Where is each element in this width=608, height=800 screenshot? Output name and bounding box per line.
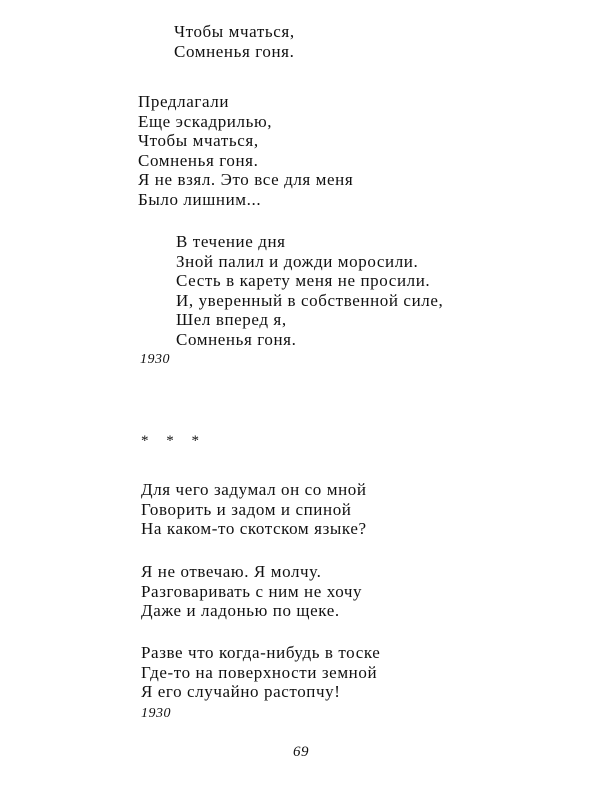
- poem-line: Сомненья гоня.: [174, 41, 295, 61]
- poem-line: В течение дня: [176, 232, 286, 251]
- poem-line: Еще эскадрилью,: [138, 111, 273, 131]
- poem-line: Я не взял. Это все для меня: [138, 170, 354, 189]
- poem-line: Разговаривать с ним не хочу: [141, 581, 363, 601]
- poem2-stanza-b: [141, 562, 362, 621]
- poem-line: На каком-то скотском языке?: [141, 519, 367, 538]
- poem-line: Сомненья гоня.: [138, 150, 259, 170]
- section-separator: * * *: [141, 433, 206, 449]
- poem-line: Сесть в карету меня не просили.: [176, 271, 431, 290]
- poem2-date: 1930: [141, 706, 171, 721]
- poem-line: Чтобы мчаться,: [174, 22, 295, 41]
- poem-line: Было лишним...: [138, 189, 262, 209]
- poem-line: Сомненья гоня.: [176, 329, 297, 349]
- poem-line: Говорить и задом и спиной: [141, 499, 352, 519]
- poem-line: Я не отвечаю. Я молчу.: [141, 562, 322, 581]
- page-number: 69: [293, 744, 309, 760]
- poem1-date: 1930: [140, 352, 170, 367]
- poem2-stanza-c: [141, 643, 380, 702]
- poem1-stanza-b: [138, 92, 353, 209]
- poem1-stanza-a: [174, 22, 295, 61]
- poem-line: И, уверенный в собственной силе,: [176, 290, 444, 310]
- poem-line: Зной палил и дожди моросили.: [176, 251, 419, 271]
- poem-line: Предлагали: [138, 92, 230, 111]
- poem-line: Чтобы мчаться,: [138, 131, 259, 150]
- poem-line: Я его случайно растопчу!: [141, 682, 341, 701]
- poem-line: Шел вперед я,: [176, 310, 287, 329]
- poem-line: Даже и ладонью по щеке.: [141, 601, 340, 620]
- poem-line: Для чего задумал он со мной: [141, 480, 367, 499]
- poem1-stanza-c: [176, 232, 443, 349]
- poem-line: Где-то на поверхности земной: [141, 662, 378, 682]
- poem-line: Разве что когда-нибудь в тоске: [141, 643, 381, 662]
- poem2-stanza-a: [141, 480, 367, 539]
